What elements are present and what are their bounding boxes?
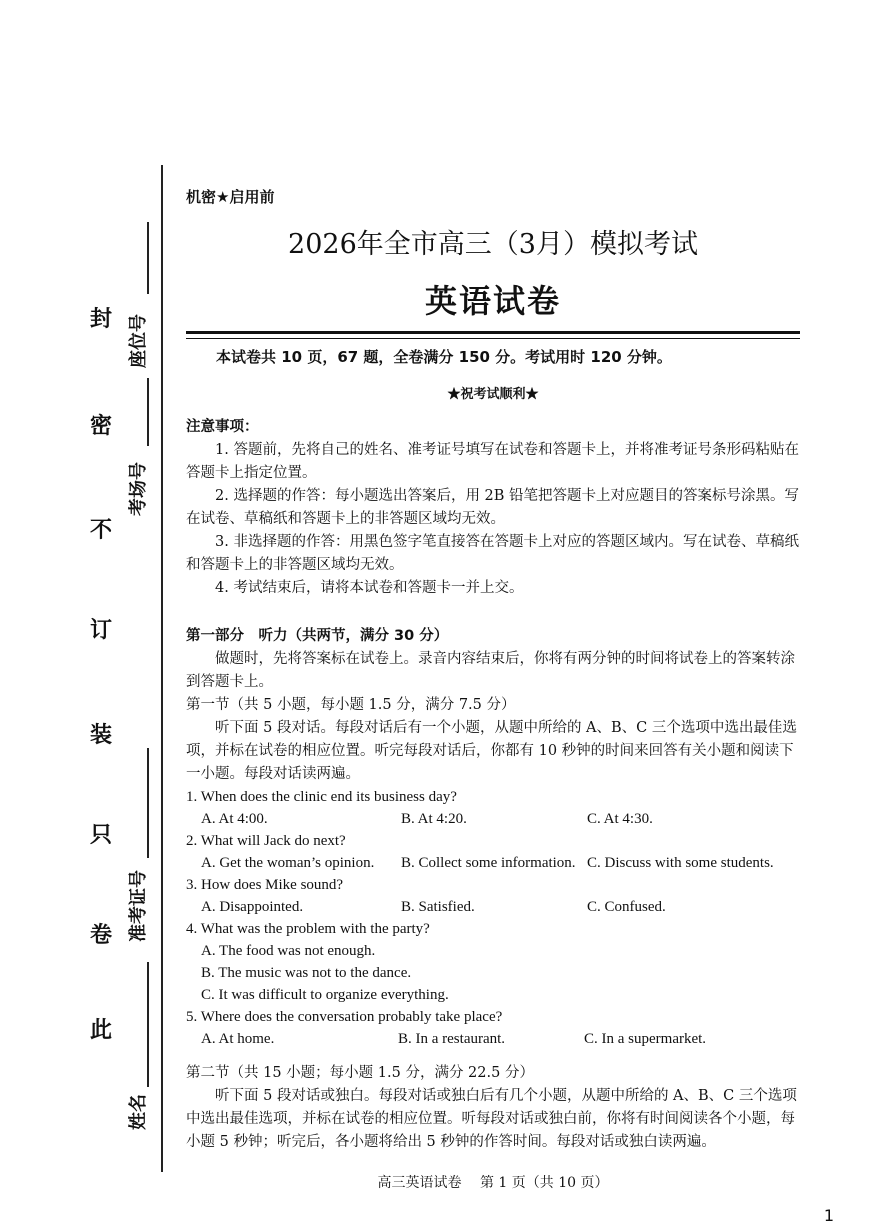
option-a: A. At 4:00. bbox=[201, 811, 268, 827]
option-c: C. At 4:30. bbox=[587, 811, 653, 827]
note-item: 2. 选择题的作答：每小题选出答案后，用 2B 铅笔把答题卡上对应题目的答案标号涂黑。写在试卷、草稿纸和答题卡上的非答题区域均无效。 bbox=[186, 488, 800, 527]
option-b: B. At 4:20. bbox=[401, 811, 467, 827]
header-divider bbox=[186, 331, 800, 339]
note-item: 4. 考试结束后，请将本试卷和答题卡一并上交。 bbox=[215, 580, 524, 596]
option-c: C. It was difficult to organize everything. bbox=[201, 987, 449, 1003]
section2-intro: 听下面 5 段对话或独白。每段对话或独白后有几个小题，从题中所给的 A、B、C 三个选项中选出最佳选项，并标在试卷的相应位置。听每段对话或独白前，你将有时间阅读各个小题，每小题 5 秒钟；听完后，各小题将给出 5 秒钟的作答时间。每段对话或独白读两遍。 bbox=[186, 1088, 797, 1150]
seal-char: 此 bbox=[89, 1018, 112, 1043]
seal-char: 卷 bbox=[89, 923, 112, 948]
admission-number-rule bbox=[147, 748, 149, 858]
listening-part bbox=[186, 625, 802, 1050]
part1-intro: 做题时，先将答案标在试卷上。录音内容结束后，你将有两分钟的时间将试卷上的答案转涂到答题卡上。 bbox=[186, 651, 795, 690]
binding-line bbox=[161, 165, 163, 1172]
option-b: B. Collect some information. bbox=[401, 855, 576, 871]
option-a: A. Get the woman’s opinion. bbox=[201, 855, 375, 871]
section1-heading: 第一节（共 5 小题，每小题 1.5 分，满分 7.5 分） bbox=[186, 697, 516, 713]
question-stem: 3. How does Mike sound? bbox=[186, 877, 344, 893]
seal-char: 订 bbox=[89, 618, 112, 643]
option-c: C. In a supermarket. bbox=[584, 1031, 707, 1047]
good-luck-line: ★祝考试顺利★ bbox=[447, 387, 539, 402]
question-stem: 4. What was the problem with the party? bbox=[186, 921, 430, 937]
option-a: A. Disappointed. bbox=[201, 899, 304, 915]
question-2 bbox=[186, 830, 802, 874]
question-stem: 1. When does the clinic end its business day? bbox=[186, 789, 457, 805]
option-b: B. Satisfied. bbox=[401, 899, 475, 915]
question-1 bbox=[186, 786, 802, 830]
seal-char: 不 bbox=[89, 518, 112, 543]
question-4 bbox=[186, 918, 802, 1006]
section2 bbox=[186, 1062, 802, 1154]
seal-char: 装 bbox=[89, 723, 112, 748]
question-stem: 5. Where does the conversation probably take place? bbox=[186, 1009, 503, 1025]
name-label: 姓名 bbox=[128, 1094, 149, 1130]
option-a: A. The food was not enough. bbox=[201, 943, 376, 959]
admission-number-label: 准考证号 bbox=[128, 870, 149, 942]
notes-heading: 注意事项： bbox=[186, 419, 259, 435]
seal-char: 密 bbox=[89, 414, 112, 439]
notes-section bbox=[186, 416, 802, 600]
exam-room-rule bbox=[147, 378, 149, 446]
exam-info: 本试卷共 10 页，67 题，全卷满分 150 分。考试用时 120 分钟。 bbox=[216, 348, 672, 366]
note-item: 1. 答题前，先将自己的姓名、准考证号填写在试卷和答题卡上，并将准考证号条形码粘贴在答题卡上指定位置。 bbox=[186, 442, 799, 481]
section1-intro: 听下面 5 段对话。每段对话后有一个小题，从题中所给的 A、B、C 三个选项中选出最佳选项，并标在试卷的相应位置。听完每段对话后，你都有 10 秒钟的时间来回答有关小题和阅读下一小题。每段对话读两遍。 bbox=[186, 720, 797, 782]
option-a: A. At home. bbox=[201, 1031, 275, 1047]
seat-number-label: 座位号 bbox=[128, 314, 149, 368]
page-number: 1 bbox=[823, 1206, 834, 1225]
option-b: B. The music was not to the dance. bbox=[201, 965, 412, 981]
option-b: B. In a restaurant. bbox=[398, 1031, 506, 1047]
note-item: 3. 非选择题的作答：用黑色签字笔直接答在答题卡上对应的答题区域内。写在试卷、草稿纸和答题卡上的非答题区域均无效。 bbox=[186, 534, 799, 573]
seat-number-rule bbox=[147, 222, 149, 294]
subject-title: 英语试卷 bbox=[424, 282, 561, 320]
name-rule bbox=[147, 962, 149, 1087]
question-3 bbox=[186, 874, 802, 918]
section2-heading: 第二节（共 15 小题；每小题 1.5 分，满分 22.5 分） bbox=[186, 1065, 534, 1081]
seal-char: 封 bbox=[89, 307, 112, 332]
exam-room-label: 考场号 bbox=[128, 462, 149, 516]
question-5 bbox=[186, 1006, 802, 1050]
page-footer: 高三英语试卷 第 1 页（共 10 页） bbox=[377, 1175, 609, 1191]
question-stem: 2. What will Jack do next? bbox=[186, 833, 346, 849]
option-c: C. Confused. bbox=[587, 899, 666, 915]
option-c: C. Discuss with some students. bbox=[587, 855, 774, 871]
exam-title: 2026年全市高三（3月）模拟考试 bbox=[288, 229, 698, 260]
part1-heading: 第一部分 听力（共两节，满分 30 分） bbox=[186, 628, 449, 644]
seal-char: 只 bbox=[89, 823, 112, 848]
confidential-mark: 机密★启用前 bbox=[186, 188, 275, 206]
